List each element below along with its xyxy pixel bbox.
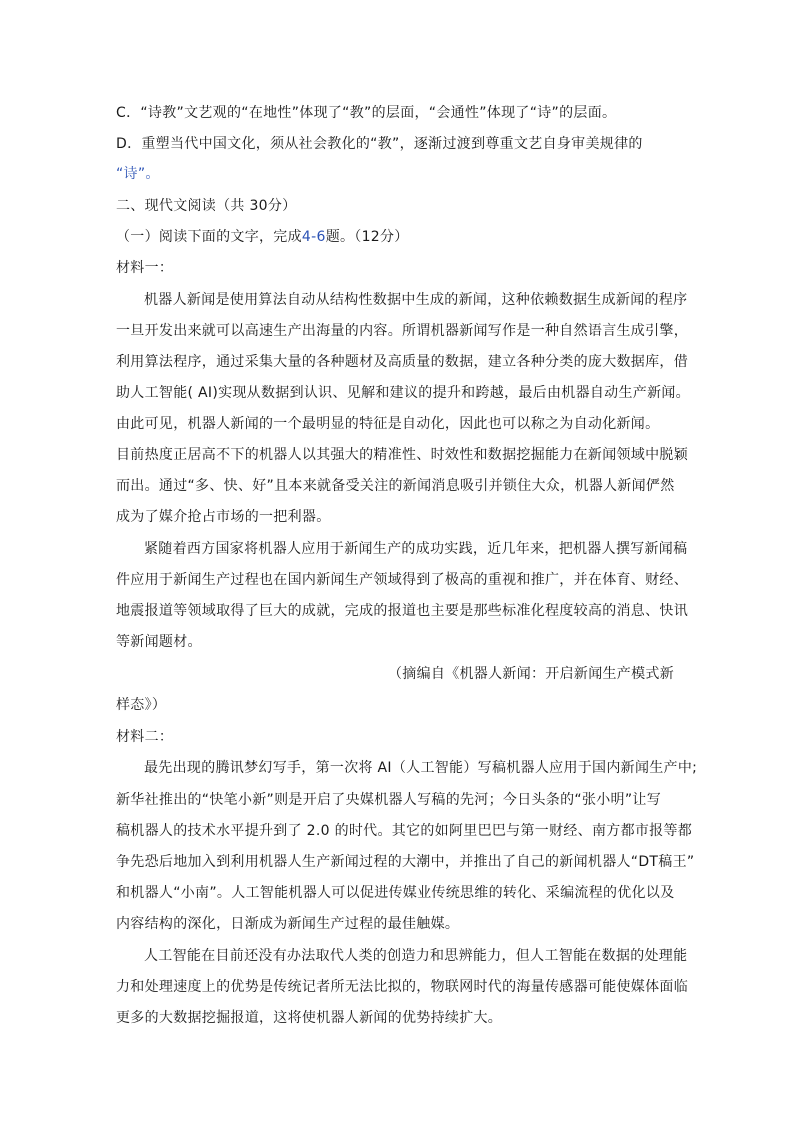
material1-line: 地震报道等领域取得了巨大的成就，完成的报道也主要是那些标准化程度较高的消息、快讯 (116, 603, 688, 619)
material2-line: 更多的大数据挖掘报道，这将使机器人新闻的优势持续扩大。 (116, 1010, 503, 1026)
option-c: C．“诗教”文艺观的“在地性”体现了“教”的层面，“会通性”体现了“诗”的层面。 (116, 105, 617, 121)
material2-line: 新华社推出的“快笔小新”则是开启了央媒机器人写稿的先河；今日头条的“张小明”让写 (116, 792, 662, 808)
material1-line: 件应用于新闻生产过程也在国内新闻生产领域得到了极高的重视和推广，并在体育、财经、 (116, 572, 688, 588)
material2-line: 争先恐后地加入到利用机器人生产新闻过程的大潮中，并推出了自己的新闻机器人“DT稿王” (116, 854, 695, 870)
material2-line: 力和处理速度上的优势是传统记者所无法比拟的，物联网时代的海量传感器可能使媒体面临 (116, 979, 688, 995)
material2-line: 人工智能在目前还没有办法取代人类的创造力和思辨能力，但人工智能在数据的处理能 (144, 948, 688, 964)
material2-line: 最先出现的腾讯梦幻写手，第一次将 AI（人工智能）写稿机器人应用于国内新闻生产中; (144, 760, 698, 776)
subtitle-range: 4-6 (301, 229, 326, 245)
material1-line: 助人工智能( AI)实现从数据到认识、见解和建议的提升和跨越，最后由机器自动生产新闻。 (116, 385, 690, 401)
option-d-line1: D．重塑当代中国文化，须从社会教化的“教”，逐渐过渡到尊重文艺自身审美规律的 (116, 136, 643, 152)
section-title: 二、现代文阅读（共 30分） (116, 198, 297, 214)
option-d-line2: “诗”。 (116, 166, 160, 182)
material1-line: 目前热度正居高不下的机器人以其强大的精准性、时效性和数据挖掘能力在新闻领域中脱颖 (116, 447, 688, 463)
material1-source: （摘编自《机器人新闻：开启新闻生产模式新 (388, 666, 674, 682)
material1-line: 而出。通过“多、快、好”且本来就备受关注的新闻消息吸引并锁住大众，机器人新闻俨然 (116, 478, 675, 494)
material1-line: 紧随着西方国家将机器人应用于新闻生产的成功实践，近几年来，把机器人撰写新闻稿 (144, 541, 688, 557)
material2-line: 内容结构的深化，日渐成为新闻生产过程的最佳触媒。 (116, 916, 460, 932)
material1-line: 机器人新闻是使用算法自动从结构性数据中生成的新闻，这种依赖数据生成新闻的程序 (144, 292, 688, 308)
material1-line: 由此可见，机器人新闻的一个最明显的特征是自动化，因此也可以称之为自动化新闻。 (116, 416, 660, 432)
subtitle-after: 题。（12分） (325, 229, 409, 245)
section-subtitle (116, 227, 686, 247)
material1-source-cont: 样态》） (116, 697, 167, 713)
subtitle-before: （一）阅读下面的文字，完成 (116, 229, 302, 245)
material1-line: 一旦开发出来就可以高速生产出海量的内容。所谓机器新闻写作是一种自然语言生成引擎， (116, 323, 688, 339)
material2-line: 和机器人“小南”。人工智能机器人可以促进传媒业传统思维的转化、采编流程的优化以及 (116, 885, 675, 901)
material1-line: 利用算法程序，通过采集大量的各种题材及高质量的数据，建立各种分类的庞大数据库，借 (116, 354, 688, 370)
material2-line: 稿机器人的技术水平提升到了 2.0 的时代。其它的如阿里巴巴与第一财经、南方都市报等都 (116, 823, 693, 839)
material2-label: 材料二： (116, 729, 174, 745)
material1-line: 成为了媒介抢占市场的一把利器。 (116, 509, 331, 525)
material1-line: 等新闻题材。 (116, 634, 202, 650)
material1-label: 材料一： (116, 260, 174, 276)
